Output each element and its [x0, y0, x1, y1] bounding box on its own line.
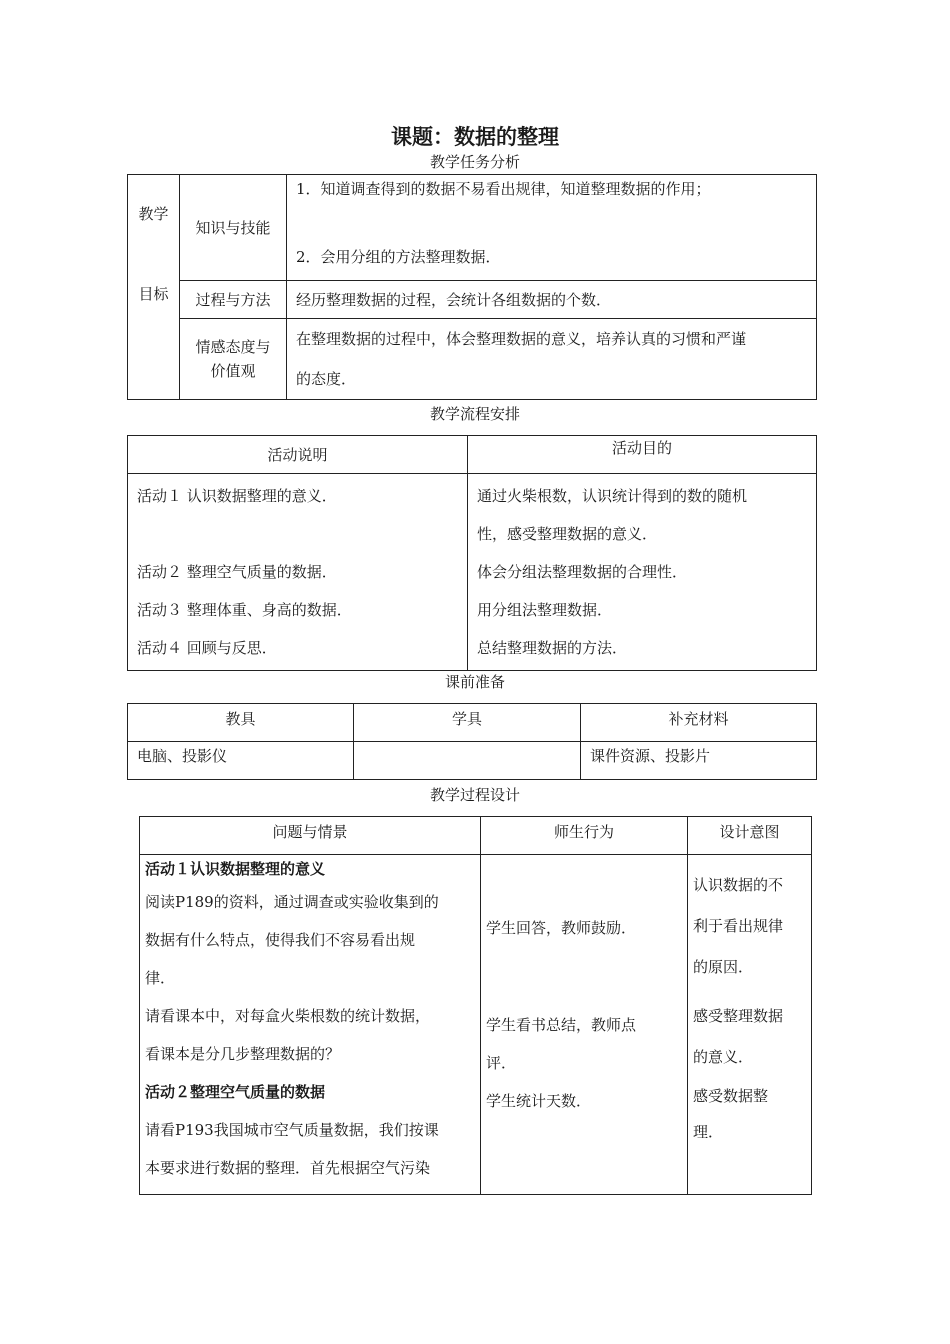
- prep-col-materials: 补充材料: [581, 704, 817, 742]
- row-content-attitude: 在整理数据的过程中，体会整理数据的意义，培养认真的习惯和严谨 的态度．: [287, 319, 817, 400]
- flow-col-purpose: 活动目的: [468, 436, 817, 474]
- flow-purpose-4: 总结整理数据的方法．: [477, 639, 628, 657]
- activity-2-title: 活动２整理空气质量的数据: [145, 1083, 326, 1101]
- flow-purpose-1a: 通过火柴根数，认识统计得到的数的随机: [477, 487, 748, 505]
- flow-table: [127, 435, 817, 671]
- section-heading-process-design: 教学过程设计: [429, 786, 520, 804]
- design-intent-cell: 认识数据的不 利于看出规律 的原因． 感受整理数据 的意义． 感受数据整 理．: [688, 855, 812, 1195]
- flow-activity-3: 活动３ 整理体重、身高的数据．: [137, 601, 352, 619]
- row-content-knowledge: [287, 175, 817, 281]
- prep-col-teacher-tools: 教具: [128, 704, 354, 742]
- preparation-table: [127, 703, 817, 780]
- row-label-process: 过程与方法: [180, 281, 287, 319]
- knowledge-line-1: 1．知道调查得到的数据不易看出规律，知道整理数据的作用；: [296, 180, 711, 198]
- flow-activity-1: 活动１ 认识数据整理的意义．: [137, 487, 337, 505]
- flow-purpose-1b: 性，感受整理数据的意义．: [477, 525, 658, 543]
- goal-label-bottom: 目标: [138, 285, 169, 303]
- design-col-behavior: 师生行为: [481, 817, 688, 855]
- design-behavior-cell: 学生回答，教师鼓励． 学生看书总结，教师点 评． 学生统计天数．: [481, 855, 688, 1195]
- section-heading-task-analysis: 教学任务分析: [429, 153, 520, 171]
- activity-1-title: 活动１认识数据整理的意义: [145, 860, 326, 878]
- row-label-knowledge: 知识与技能: [180, 175, 287, 281]
- flow-activities-cell: [128, 474, 468, 671]
- flow-activity-4: 活动４ 回顾与反思．: [137, 639, 277, 657]
- goal-label-top: 教学: [138, 205, 169, 223]
- flow-purposes-cell: [468, 474, 817, 671]
- prep-val-student-tools: [354, 742, 581, 780]
- flow-purpose-3: 用分组法整理数据．: [477, 601, 613, 619]
- section-heading-preparation: 课前准备: [444, 673, 505, 691]
- design-col-intent: 设计意图: [688, 817, 812, 855]
- prep-col-student-tools: 学具: [354, 704, 581, 742]
- prep-val-teacher-tools: 电脑、投影仪: [128, 742, 354, 780]
- design-question-cell: 活动１认识数据整理的意义 阅读P189的资料，通过调查或实验收集到的 数据有什么特点，使得我们不容易看出规 律． 请看课本中，对每盒火柴根数的统计数据， 看课本是分几步整理数据的？ 活动２整理空气质量的数据 请看P193我国城市空气质量数据，我们按课 本要求进行数据的整理．首先根据空气污染: [140, 855, 481, 1195]
- section-heading-flow: 教学流程安排: [429, 405, 520, 423]
- task-analysis-table: [127, 174, 817, 400]
- row-content-process: 经历整理数据的过程，会统计各组数据的个数．: [287, 281, 817, 319]
- row-label-attitude: 情感态度与 价值观: [180, 319, 287, 400]
- page-title: 课题：数据的整理: [391, 125, 559, 149]
- prep-val-materials: 课件资源、投影片: [581, 742, 817, 780]
- flow-purpose-2: 体会分组法整理数据的合理性．: [477, 563, 688, 581]
- flow-activity-2: 活动２ 整理空气质量的数据．: [137, 563, 337, 581]
- process-design-table: [139, 816, 812, 1195]
- goal-label-cell: [128, 175, 180, 400]
- flow-col-activity: 活动说明: [128, 436, 468, 474]
- design-col-question: 问题与情景: [140, 817, 481, 855]
- knowledge-line-2: 2．会用分组的方法整理数据．: [296, 248, 501, 266]
